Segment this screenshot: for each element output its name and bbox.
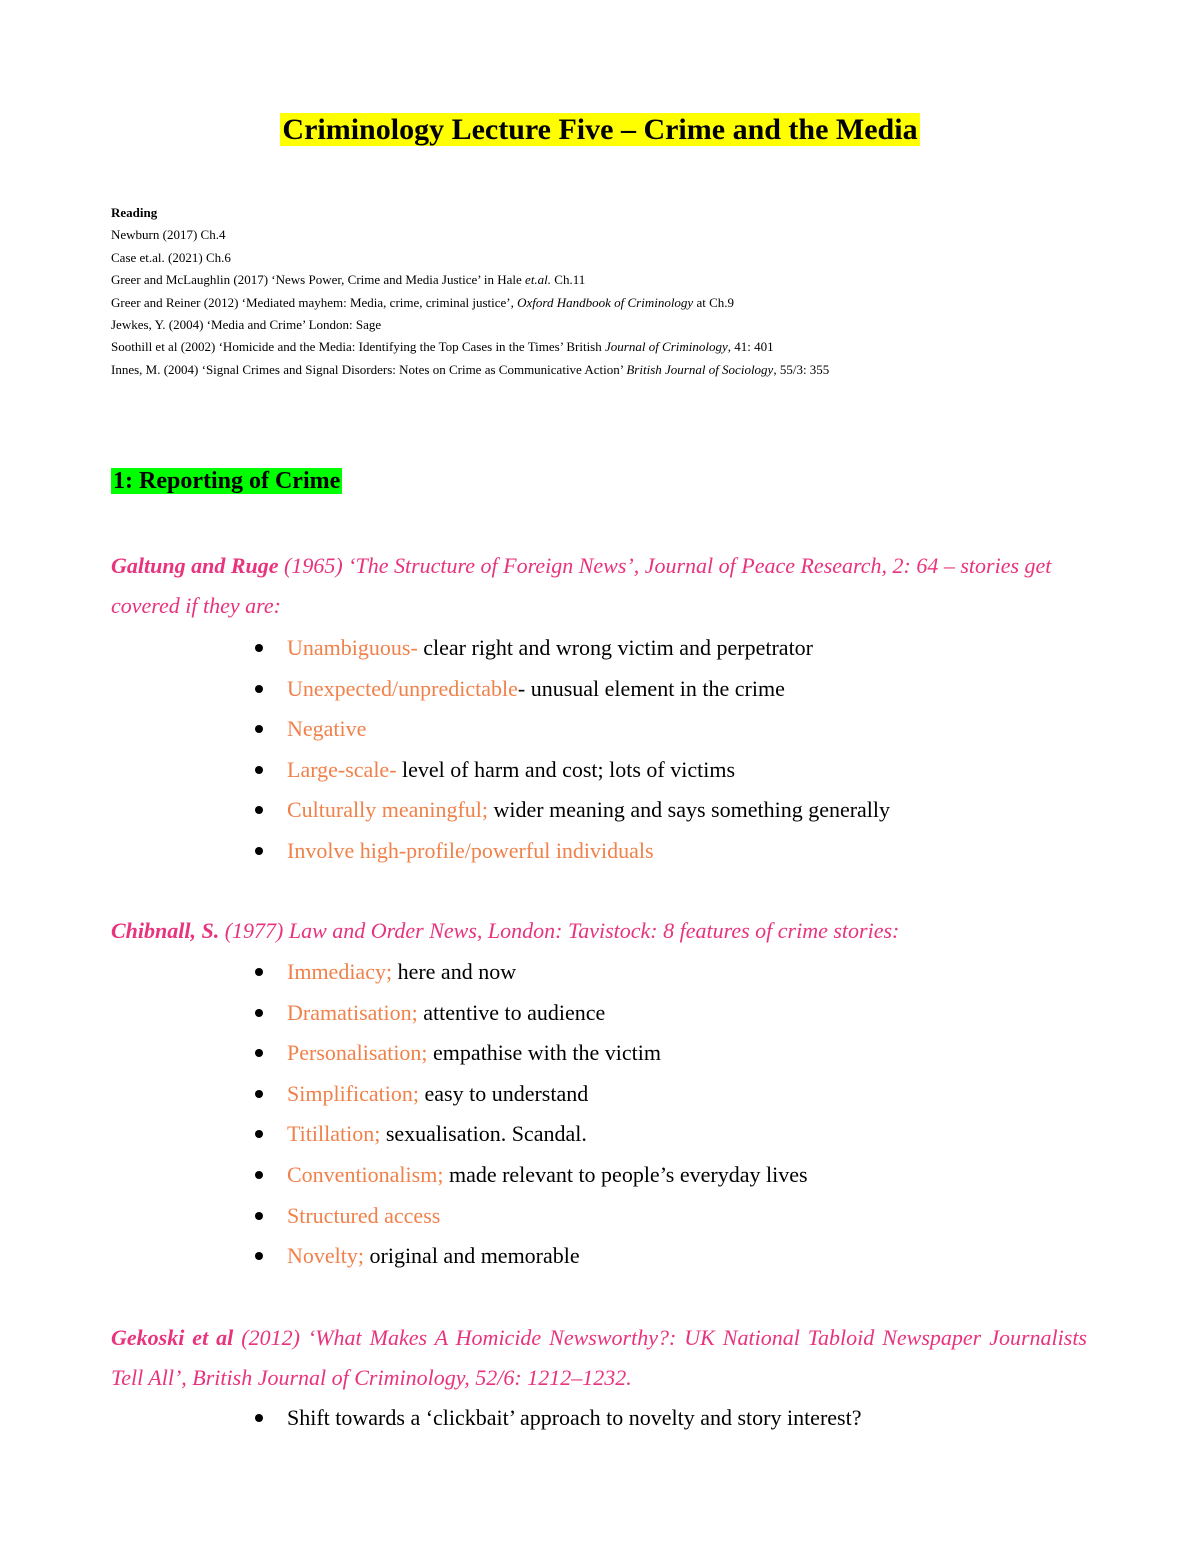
bullet-icon (255, 1212, 263, 1220)
list-item-term: Structured access (287, 1202, 441, 1228)
document-title: Criminology Lecture Five – Crime and the Media (282, 113, 918, 146)
gekoski-author: Gekoski et al (111, 1325, 234, 1350)
reading-items (111, 224, 829, 381)
chibnall-reference (111, 911, 1087, 951)
list-item (255, 993, 808, 1034)
list-item-term: Personalisation; (287, 1040, 428, 1066)
list-item-description: easy to understand (419, 1080, 589, 1106)
list-item (255, 1398, 861, 1439)
list-item (255, 628, 890, 669)
reading-item-suffix: at Ch.9 (693, 294, 735, 310)
list-item (255, 1196, 808, 1237)
bullet-icon (255, 1090, 263, 1098)
bullet-icon (255, 685, 263, 693)
list-item-term: Novelty; (287, 1243, 364, 1269)
bullet-icon (255, 1252, 263, 1260)
reading-item-italic: British Journal of Sociology (626, 361, 774, 377)
list-item-term: Dramatisation; (287, 999, 418, 1025)
reading-item (111, 359, 829, 381)
list-item-description: attentive to audience (417, 999, 606, 1025)
list-item-description: here and now (392, 959, 517, 984)
reading-item (111, 269, 829, 291)
list-item-description: clear right and wrong victim and perpetrator (417, 635, 814, 660)
reading-item-text: Newburn (2017) Ch.4 (111, 227, 226, 243)
list-item-term: Culturally meaningful; (287, 797, 489, 823)
list-item-term: Immediacy; (287, 959, 393, 984)
list-item-term: Negative (287, 716, 367, 742)
section-heading-container (111, 465, 342, 497)
list-item-term: Large-scale- (287, 756, 397, 782)
reading-heading: Reading (111, 205, 158, 220)
list-item (255, 709, 890, 750)
bullet-icon (255, 806, 263, 814)
galtung-reference (111, 546, 1087, 626)
reading-item-text: Soothill et al (2002) ‘Homicide and the Media: Identifying the Top Cases in the Times’ British (111, 339, 605, 355)
list-item-description: sexualisation. Scandal. (380, 1121, 587, 1147)
list-item-term: Conventionalism; (287, 1161, 444, 1187)
bullet-icon (255, 644, 263, 652)
list-item-term: Simplification; (287, 1080, 419, 1106)
list-item-description: Shift towards a ‘clickbait’ approach to novelty and story interest? (287, 1405, 862, 1430)
list-item-description: - unusual element in the crime (517, 675, 785, 701)
list-item (255, 1114, 808, 1155)
reading-item-italic: et.al. (525, 272, 552, 288)
reading-item-text: Greer and Reiner (2012) ‘Mediated mayhem: Media, crime, criminal justice’, (111, 294, 518, 310)
reading-item-suffix: , 41: 401 (727, 339, 774, 355)
bullet-icon (255, 968, 263, 976)
reading-item-italic: Journal of Criminology (605, 339, 728, 355)
bullet-icon (255, 1049, 263, 1057)
list-item (255, 952, 808, 993)
chibnall-citation: (1977) Law and Order News, London: Tavistock: 8 features of crime stories: (219, 918, 900, 943)
list-item-description: empathise with the victim (427, 1040, 661, 1066)
gekoski-reference (111, 1318, 1087, 1398)
reading-item-text: Innes, M. (2004) ‘Signal Crimes and Signal Disorders: Notes on Crime as Communicative Action’ (111, 361, 627, 377)
list-item-description: level of harm and cost; lots of victims (396, 756, 736, 782)
bullet-icon (255, 1414, 263, 1422)
galtung-citation: (1965) ‘The Structure of Foreign News’, Journal of Peace Research, 2: 64 – stories get covered if they are: (111, 553, 1052, 618)
section-heading: 1: Reporting of Crime (113, 468, 341, 494)
list-item-description: made relevant to people’s everyday lives (443, 1161, 808, 1187)
list-item (255, 669, 890, 710)
list-item (255, 1033, 808, 1074)
reading-item (111, 314, 829, 336)
list-item (255, 750, 890, 791)
title-container (0, 112, 1200, 148)
reading-item-suffix: Ch.11 (551, 272, 586, 288)
list-item (255, 1236, 808, 1277)
reading-list (111, 202, 829, 381)
reading-item (111, 247, 829, 269)
list-item (255, 790, 890, 831)
reading-item-italic: Oxford Handbook of Criminology (517, 294, 694, 310)
list-item (255, 1074, 808, 1115)
reading-item-text: Jewkes, Y. (2004) ‘Media and Crime’ London: Sage (111, 317, 382, 333)
reading-item-text: Case et.al. (2021) Ch.6 (111, 249, 231, 265)
galtung-author: Galtung and Ruge (111, 553, 279, 578)
list-item (255, 1155, 808, 1196)
list-item-description: original and memorable (364, 1243, 580, 1269)
galtung-list (255, 628, 890, 872)
bullet-icon (255, 847, 263, 855)
gekoski-list (255, 1398, 861, 1439)
reading-item-text: Greer and McLaughlin (2017) ‘News Power, Crime and Media Justice’ in Hale (111, 272, 526, 288)
reading-item (111, 224, 829, 246)
list-item-term: Involve high-profile/powerful individuals (287, 837, 654, 863)
reading-item-suffix: , 55/3: 355 (773, 361, 830, 377)
list-item-term: Unexpected/unpredictable (287, 675, 518, 701)
reading-item (111, 292, 829, 314)
gekoski-citation: (2012) ‘What Makes A Homicide Newsworthy?: UK National Tabloid Newspaper Journalists Tell All’, British Journal of Criminology, 52/6: 1212–1232. (111, 1325, 1087, 1390)
list-item-description: wider meaning and says something generally (488, 797, 891, 823)
bullet-icon (255, 766, 263, 774)
chibnall-list (255, 952, 808, 1277)
bullet-icon (255, 1009, 263, 1017)
reading-item (111, 336, 829, 358)
bullet-icon (255, 1130, 263, 1138)
list-item-term: Titillation; (287, 1121, 381, 1147)
list-item (255, 831, 890, 872)
list-item-term: Unambiguous- (287, 635, 418, 660)
bullet-icon (255, 1171, 263, 1179)
bullet-icon (255, 725, 263, 733)
chibnall-author: Chibnall, S. (111, 918, 220, 943)
